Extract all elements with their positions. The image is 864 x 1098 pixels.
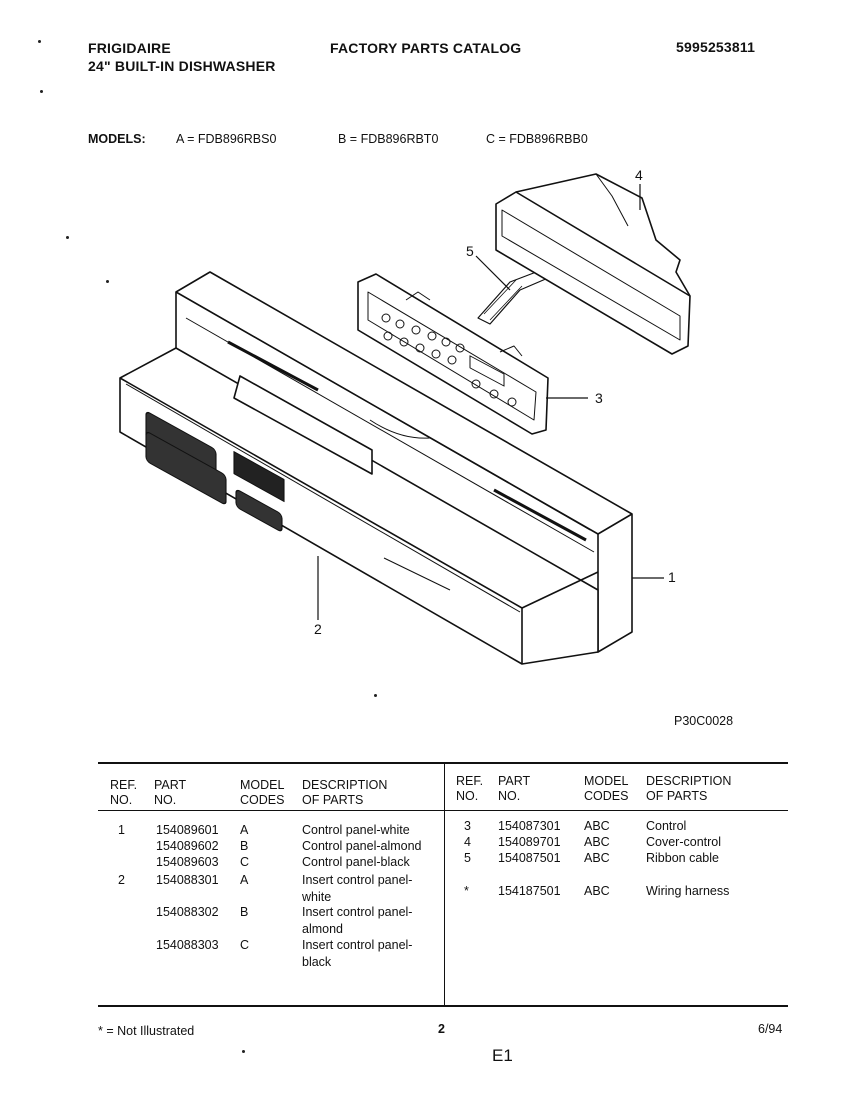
table-top-rule [98,762,788,764]
scan-speck [38,40,41,43]
right-row-3-part: 154087501 [498,851,561,865]
left-row-1-part: 154089601 [156,823,219,837]
left-row-1-desc: Control panel-white [302,823,410,837]
left-row-6-model: C [240,938,250,952]
model-a: A = FDB896RBS0 [176,132,277,146]
brand-name: FRIGIDAIRE [88,40,171,56]
right-row-4-part: 154187501 [498,884,561,898]
header-ref-left: REF. NO. [110,778,138,807]
scan-speck [40,90,43,93]
scan-speck [374,694,377,697]
callout-3: 3 [595,390,603,406]
right-row-1-model: ABC [584,819,610,833]
product-title: 24" BUILT-IN DISHWASHER [88,58,276,74]
header-desc-right: DESCRIPTION OF PARTS [646,774,732,803]
catalog-number: 5995253811 [676,39,756,55]
right-row-2-model: ABC [584,835,610,849]
model-b: B = FDB896RBT0 [338,132,439,146]
left-row-2-model: B [240,839,249,853]
right-row-4-model: ABC [584,884,610,898]
left-row-3-desc: Control panel-black [302,855,410,869]
right-row-3-model: ABC [584,851,610,865]
right-row-3-ref: 5 [464,851,471,865]
callout-1: 1 [668,569,676,585]
left-row-1-ref: 1 [118,823,125,837]
right-row-1-ref: 3 [464,819,471,833]
callout-4: 4 [635,167,643,183]
left-row-6-part: 154088303 [156,938,219,952]
scan-speck [106,280,109,283]
model-c: C = FDB896RBB0 [486,132,588,146]
catalog-title: FACTORY PARTS CATALOG [330,40,522,56]
left-row-3-part: 154089603 [156,855,219,869]
callout-5: 5 [466,243,474,259]
callout-2: 2 [314,621,322,637]
right-row-2-part: 154089701 [498,835,561,849]
left-row-5-model: B [240,905,249,919]
header-desc-left: DESCRIPTION OF PARTS [302,778,388,807]
section-code: E1 [492,1046,513,1065]
date-code: 6/94 [758,1022,783,1036]
right-row-1-desc: Control [646,819,687,833]
table-bottom-rule [98,1005,788,1007]
left-row-2-part: 154089602 [156,839,219,853]
header-ref-right: REF. NO. [456,774,484,803]
right-row-3-desc: Ribbon cable [646,851,719,865]
right-row-4-ref: * [464,884,469,898]
scan-speck [242,1050,245,1053]
left-row-1-model: A [240,823,249,837]
left-row-4-model: A [240,873,249,887]
table-column-divider [444,762,445,1006]
left-row-5-desc: Insert control panel- almond [302,905,413,936]
scan-speck [66,236,69,239]
right-row-2-ref: 4 [464,835,471,849]
left-row-3-model: C [240,855,250,869]
left-row-5-part: 154088302 [156,905,219,919]
header-model-right: MODEL CODES [584,774,629,803]
left-row-4-ref: 2 [118,873,125,887]
left-row-4-desc: Insert control panel- white [302,873,413,904]
not-illustrated-note: * = Not Illustrated [98,1024,195,1038]
left-row-4-part: 154088301 [156,873,219,887]
figure-code: P30C0028 [674,714,734,728]
header-part-left: PART NO. [154,778,187,807]
models-label: MODELS: [88,132,146,146]
left-row-6-desc: Insert control panel- black [302,938,413,969]
page-number: 2 [438,1022,445,1036]
table-header-rule [98,810,788,811]
right-row-1-part: 154087301 [498,819,561,833]
right-row-2-desc: Cover-control [646,835,722,849]
left-row-2-desc: Control panel-almond [302,839,422,853]
right-row-4-desc: Wiring harness [646,884,730,898]
header-model-left: MODEL CODES [240,778,285,807]
header-part-right: PART NO. [498,774,531,803]
